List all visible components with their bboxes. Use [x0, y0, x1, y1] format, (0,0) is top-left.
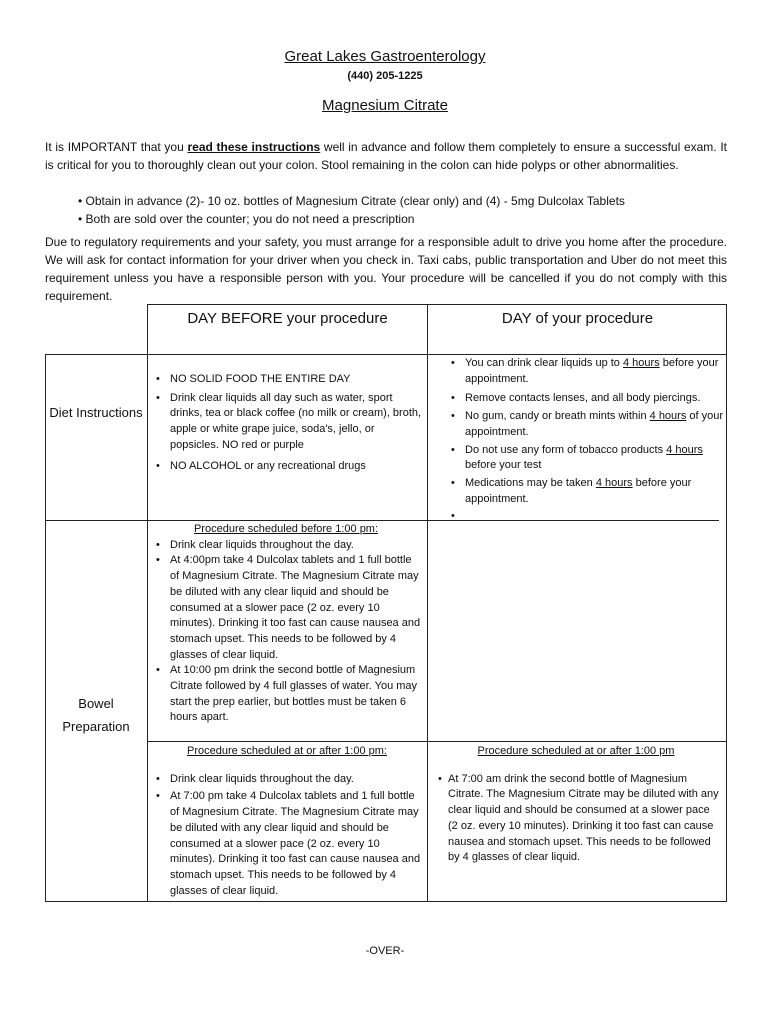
list-item: • Do not use any form of tobacco products 4 hours before your test: [445, 443, 725, 474]
subheading: Procedure scheduled at or after 1:00 pm: [477, 745, 675, 757]
table-border: [427, 304, 428, 902]
phone-number: (440) 205-1225: [347, 70, 423, 82]
list-item: • At 7:00 pm take 4 Dulcolax tablets and 1 full bottle of Magnesium Citrate. The Magnesium Citrate may be diluted with any clear liquid and should be consumed at a slower pace (2 oz. every 10 minutes). Drinking it too fast can cause nausea and stomach upset. This needs to be followed by 4 glasses of clear liquid.: [150, 789, 424, 899]
footer-over: -OVER-: [365, 945, 405, 957]
row-label-bowel: Bowel Preparation: [62, 696, 130, 734]
safety-paragraph: Due to regulatory requirements and your safety, you must arrange for a responsible adult to drive you home after the procedure. We will ask for contact information for your driver when you check in. Taxi cabs, public transportation and Uber do not meet this requirement unless you have a responsible person with you. Your procedure will be cancelled if you do not comply with this requirement.: [45, 235, 727, 303]
table-border: [45, 520, 429, 521]
list-item: • At 7:00 am drink the second bottle of Magnesium Citrate. The Magnesium Citrate may be diluted with any clear liquid and should be consumed at a slower pace (2 oz. every 10 minutes). Drinking it too fast can cause nausea and stomach upset. This needs to be followed by 4 glasses of clear liquid.: [432, 772, 720, 866]
bowel-before-1pm-cell: [150, 522, 422, 726]
diet-day-of-cell: [445, 356, 725, 525]
table-border: [147, 304, 148, 902]
intro-text-end: well in advance and follow them completely to ensure a successful exam. It is critical for you to thoroughly clean out your colon. Stool remaining in the colon can hide polyps or other abnormalities.: [45, 140, 727, 172]
list-item: • NO ALCOHOL or any recreational drugs: [150, 459, 422, 475]
supplies-item: • Both are sold over the counter; you do not need a prescription: [78, 212, 415, 226]
list-item: • NO SOLID FOOD THE ENTIRE DAY: [150, 372, 422, 388]
list-item: • Drink clear liquids throughout the day.: [150, 772, 424, 788]
list-item: • You can drink clear liquids up to 4 hours before your appointment.: [445, 356, 725, 387]
subheading: Procedure scheduled at or after 1:00 pm:: [187, 745, 387, 757]
table-border: [147, 741, 727, 742]
list-item: • No gum, candy or breath mints within 4 hours of your appointment.: [445, 409, 725, 440]
list-item-empty: [445, 509, 725, 525]
table-border: [726, 304, 727, 902]
page-title: Magnesium Citrate: [322, 97, 448, 114]
table-border: [45, 354, 46, 902]
organization-name: Great Lakes Gastroenterology: [284, 48, 486, 65]
column-header-day-before: DAY BEFORE your procedure: [187, 310, 388, 327]
column-header-day-of: DAY of your procedure: [501, 310, 654, 327]
bowel-after-1pm-day-before-cell: [150, 744, 424, 899]
supplies-item: • Obtain in advance (2)- 10 oz. bottles of Magnesium Citrate (clear only) and (4) - 5mg Dulcolax Tablets: [78, 194, 625, 208]
intro-text-start: It is IMPORTANT that you: [45, 140, 188, 154]
bowel-after-1pm-day-of-cell: [432, 744, 720, 866]
diet-day-before-cell: [150, 372, 422, 474]
list-item: • Remove contacts lenses, and all body piercings.: [445, 391, 725, 407]
list-item: • At 10:00 pm drink the second bottle of Magnesium Citrate followed by 4 full glasses of water. You may start the prep earlier, but bottles must be taken 6 hours apart.: [150, 663, 422, 726]
list-item: • Drink clear liquids all day such as water, sport drinks, tea or black coffee (no milk or cream), broth, apple or white grape juice, soda's, jello, or popsicles. NO red or purple: [150, 391, 422, 454]
intro-paragraph: [45, 138, 727, 174]
row-label-diet: Diet Instructions: [49, 405, 143, 420]
table-border: [147, 304, 727, 305]
intro-emphasis: read these instructions: [187, 140, 321, 154]
list-item: • Drink clear liquids throughout the day.: [150, 538, 422, 554]
list-item: • At 4:00pm take 4 Dulcolax tablets and 1 full bottle of Magnesium Citrate. The Magnesium Citrate may be diluted with any clear liquid and should be consumed at a slower pace (2 oz. every 10 minutes). Drinking it too fast can cause nausea and stomach upset. This needs to be followed by 4 glasses of clear liquid.: [150, 553, 422, 663]
subheading: Procedure scheduled before 1:00 pm:: [193, 523, 379, 535]
list-item: • Medications may be taken 4 hours before your appointment.: [445, 476, 725, 507]
